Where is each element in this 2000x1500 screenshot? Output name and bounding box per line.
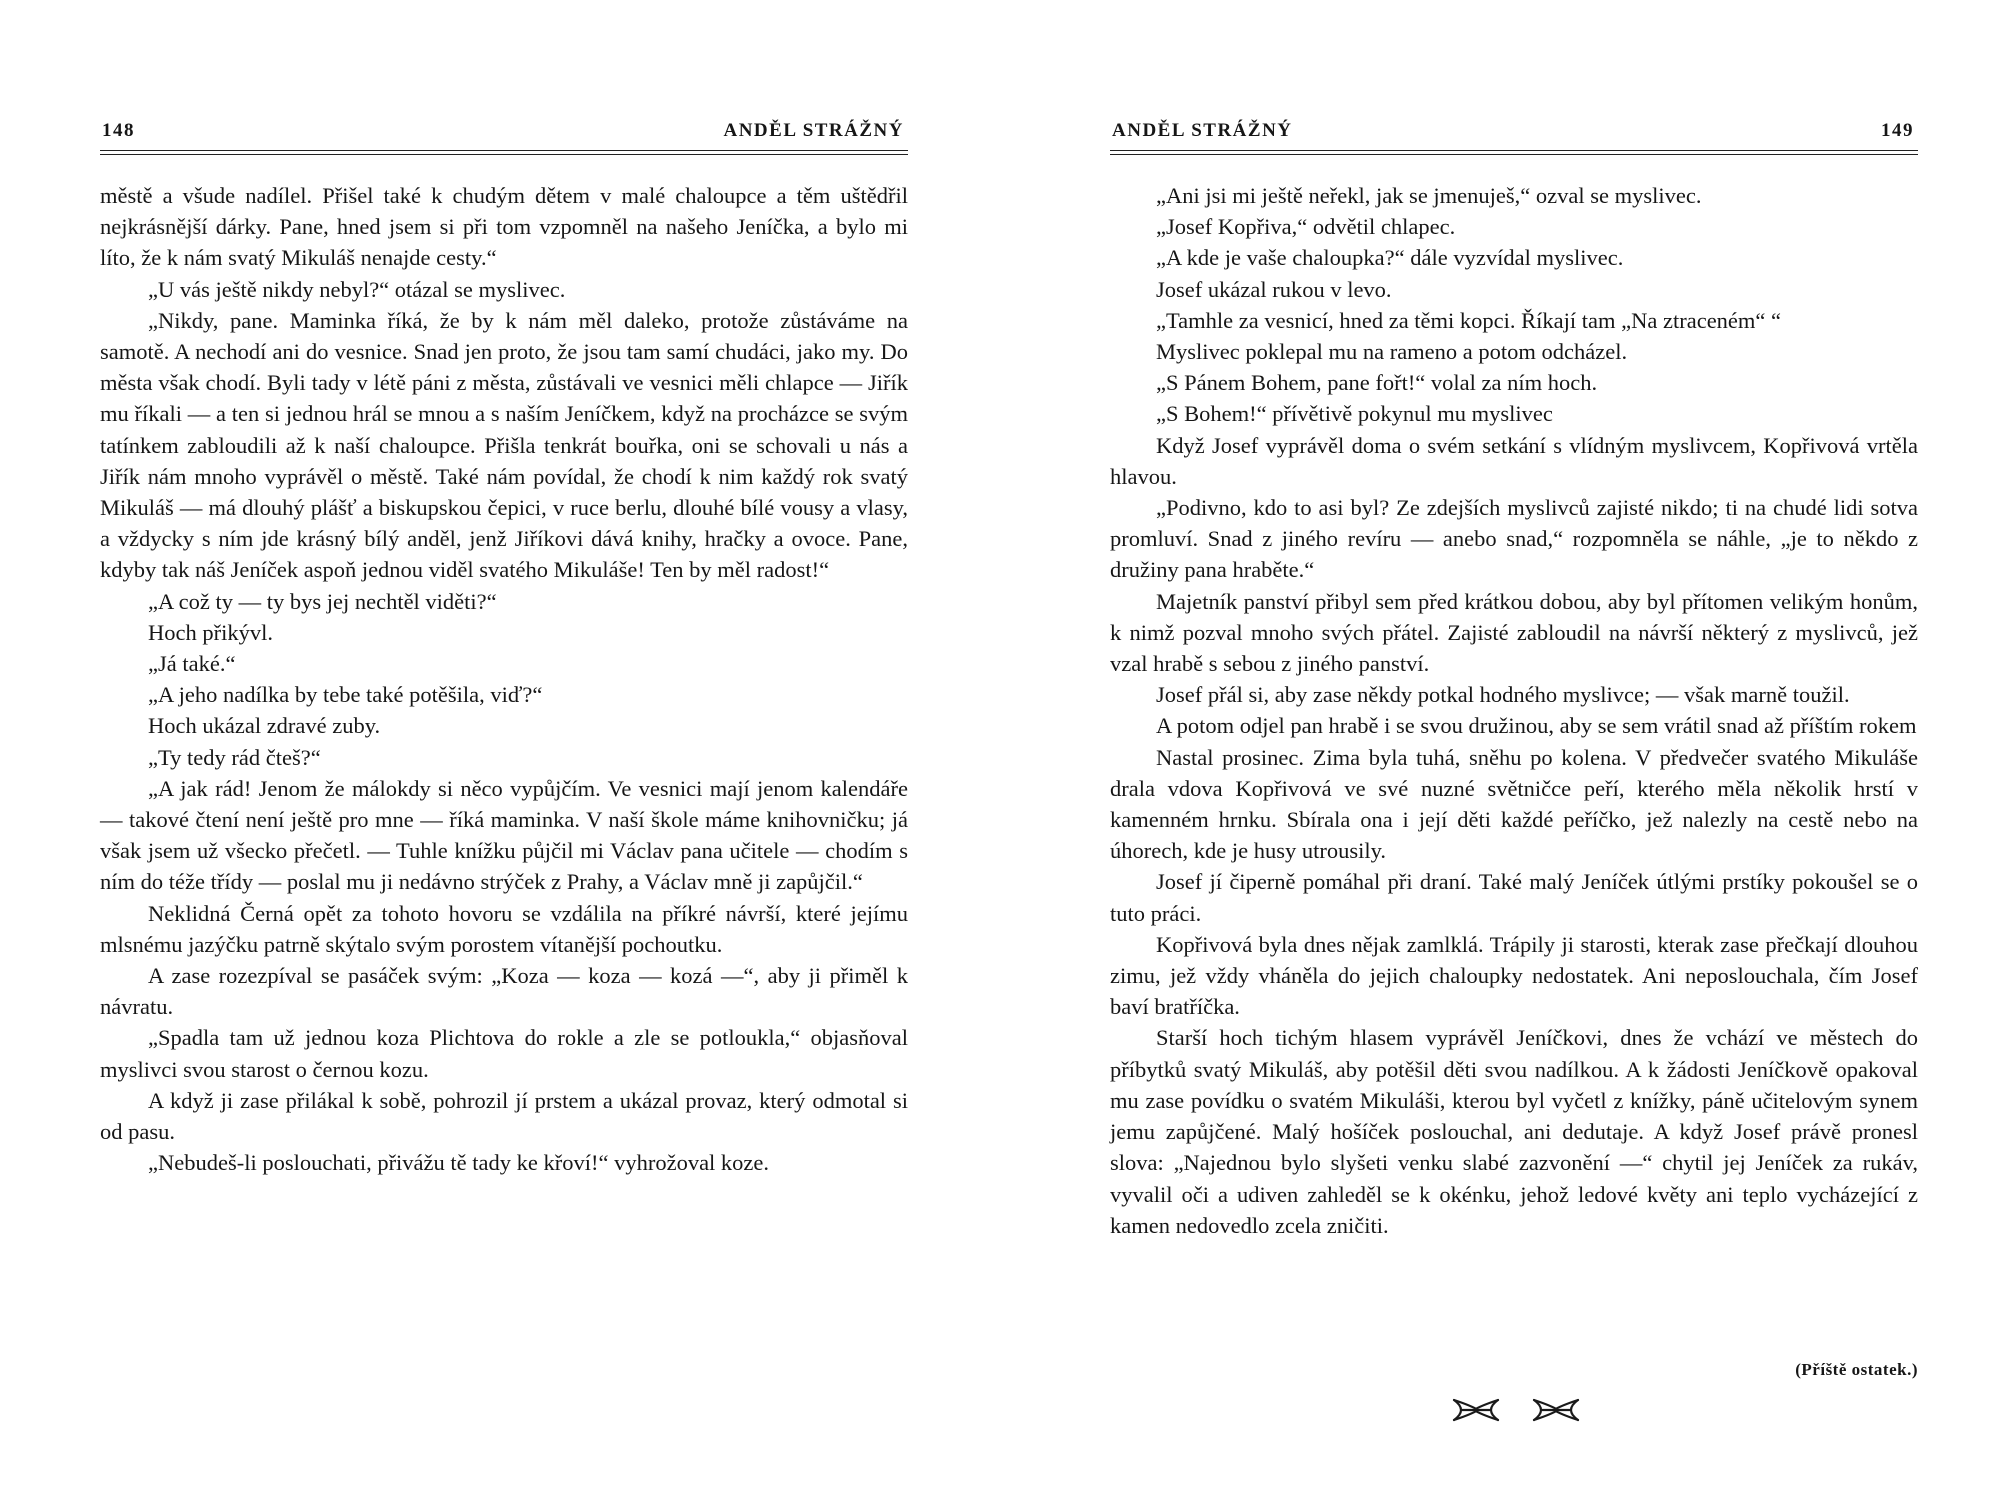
paragraph: „Já také.“ xyxy=(148,651,236,677)
left-header-rule xyxy=(100,150,908,155)
fleuron-icon xyxy=(1534,1400,1578,1420)
right-running-title: ANDĚL STRÁŽNÝ xyxy=(1112,120,1293,141)
paragraph: A když ji zase přilákal k sobě, pohrozil jí prstem a ukázal provaz, který odmotal si od pasu. xyxy=(100,1087,908,1145)
paragraph: „Ty tedy rád čteš?“ xyxy=(148,744,321,770)
paragraph: A zase rozezpíval se pasáček svým: „Koza — koza — kozá —“, aby ji přiměl k návratu. xyxy=(100,963,908,1020)
paragraph: A potom odjel pan hrabě i se svou družinou, aby se sem vrátil snad až příštím rokem xyxy=(1156,713,1917,739)
right-body-text xyxy=(1110,180,1918,1241)
paragraph: Nastal prosinec. Zima byla tuhá, sněhu po kolena. V předvečer svatého Mikuláše drala vdova Kopřivová ve své nuzné světničce peří, kterého měla několik hrstí v kamenném hrnku. Sbírala ona i její děti každé peříčko, jež nalezly na cestě nebo na úhorech, kde je husy utrousily. xyxy=(1110,744,1918,864)
right-page-number: 149 xyxy=(1881,120,1914,141)
continuation-note: (Příště ostatek.) xyxy=(1795,1360,1918,1379)
paragraph: „Josef Kopřiva,“ odvětil chlapec. xyxy=(1156,214,1456,240)
right-page xyxy=(1110,0,1918,1500)
paragraph: „S Bohem!“ přívětivě pokynul mu myslivec xyxy=(1156,401,1553,427)
paragraph: Starší hoch tichým hlasem vyprávěl Jeníčkovi, dnes že vchází ve městech do příbytků svatý Mikuláš, aby potěšil děti svou nadílkou. A k žádosti Jeníčkově opakoval mu zase povídku o svatém Mikuláši, kterou byl vyčetl z knížky, páně učitelovým synem jemu zapůjčené. Malý hošíček poslouchal, ani dedutaje. A když Josef právě pronesl slova: „Najednou bylo slyšeti venku slabé zazvonění —“ chytil jej Jeníček za rukáv, vyvalil oči a udiven zahleděl se k okénku, jehož ledové květy ani teplo vycházející z kamen nedovedlo zcela zničiti. xyxy=(1110,1025,1918,1238)
paragraph: Kopřivová byla dnes nějak zamlklá. Trápily ji starosti, kterak zase přečkají dlouhou zimu, jež vždy vháněla do jejich chaloupky nedostatek. Ani neposlouchala, čím Josef baví bratříčka. xyxy=(1110,931,1918,1020)
left-running-head xyxy=(100,120,908,148)
right-header-rule xyxy=(1110,150,1918,155)
paragraph: Josef jí čiperně pomáhal při draní. Také malý Jeníček útlými prstíky pokoušel se o tuto práci. xyxy=(1110,869,1918,926)
paragraph: „Podivno, kdo to asi byl? Ze zdejších myslivců zajisté nikdo; ti na chudé lidi sotva promluví. Snad z jiného revíru — anebo snad,“ rozpomněla se náhle, „je to někdo z družiny pana hraběte.“ xyxy=(1110,495,1918,583)
paragraph: „Tamhle za vesnicí, hned za těmi kopci. Říkají tam „Na ztraceném“ “ xyxy=(1156,307,1782,333)
paragraph: „Nikdy, pane. Maminka říká, že by k nám měl daleko, protože zůstáváme na samotě. A nechodí ani do vesnice. Snad jen proto, že jsou tam samí chudáci, jako my. Do města však chodí. Byli tady v létě páni z města, zůstávali ve vesnici měli chlapce — Jiřík mu říkali — a ten si jednou hrál se mnou a s naším Jeníčkem, když na procházce se svým tatínkem zabloudili až k naší chaloupce. Přišla tenkrát bouřka, oni se schovali u nás a Jiřík nám mnoho vyprávěl o městě. Také nám povídal, že chodí k nim každý rok svatý Mikuláš — má dlouhý plášť a biskupskou čepici, v ruce berlu, dlouhé bílé vousy a vlasy, a vždycky s ním jde krásný bílý anděl, jenž Jiříkovi dává knihy, hračky a ovoce. Pane, kdyby tak náš Jeníček aspoň jednou viděl svatého Mikuláše! Ten by měl radost!“ xyxy=(100,307,908,583)
left-running-title: ANDĚL STRÁŽNÝ xyxy=(723,120,904,141)
fleuron-icon xyxy=(1454,1400,1498,1420)
paragraph: městě a všude nadílel. Přišel také k chudým dětem v malé chaloupce a těm uštědřil nejkrásnější dárky. Pane, hned jsem si při tom vzpomněl na našeho Jeníčka, a bylo mi líto, že k nám svatý Mikuláš nenajde cesty.“ xyxy=(100,183,908,271)
paragraph: „Spadla tam už jednou koza Plichtova do rokle a zle se potloukla,“ objasňoval myslivci svou starost o černou kozu. xyxy=(100,1025,908,1082)
paragraph: „A jeho nadílka by tebe také potěšila, viď?“ xyxy=(148,682,543,708)
left-page xyxy=(100,0,908,1500)
paragraph: Majetník panství přibyl sem před krátkou dobou, aby byl přítomen velikým honům, k nimž pozval mnoho svých přátel. Zajisté zabloudil na návrší některý z myslivců, jež vzal hrabě s sebou z jiného panství. xyxy=(1110,588,1918,677)
paragraph: „Nebudeš-li poslouchati, přivážu tě tady ke křoví!“ vyhrožoval koze. xyxy=(148,1150,770,1176)
paragraph: „A jak rád! Jenom že málokdy si něco vypůjčím. Ve vesnici mají jenom kalendáře — takové čtení není ještě pro mne — říká maminka. V naší škole máme knihovničku; já však jsem už všecko přečetl. — Tuhle knížku půjčil mi Václav pana učitele — chodím s ním do téže třídy — poslal mu ji nedávno strýček z Prahy, a Václav mně ji zapůjčil.“ xyxy=(100,775,908,895)
paragraph: „S Pánem Bohem, pane fořt!“ volal za ním hoch. xyxy=(1156,370,1598,396)
paragraph: „A kde je vaše chaloupka?“ dále vyzvídal myslivec. xyxy=(1156,245,1624,271)
paragraph: Hoch ukázal zdravé zuby. xyxy=(148,713,381,739)
left-body-text xyxy=(100,180,908,1179)
left-page-number: 148 xyxy=(102,120,135,141)
paragraph: Hoch přikývl. xyxy=(148,619,273,645)
paragraph: „U vás ještě nikdy nebyl?“ otázal se myslivec. xyxy=(148,276,566,302)
paragraph: Myslivec poklepal mu na rameno a potom odcházel. xyxy=(1156,339,1628,365)
paragraph: Josef ukázal rukou v levo. xyxy=(1156,276,1392,302)
paragraph: „A což ty — ty bys jej nechtěl viděti?“ xyxy=(148,588,497,614)
fleuron-ornaments xyxy=(1450,1392,1590,1428)
paragraph: „Ani jsi mi ještě neřekl, jak se jmenuješ,“ ozval se myslivec. xyxy=(1156,183,1702,208)
paragraph: Když Josef vyprávěl doma o svém setkání s vlídným myslivcem, Kopřivová vrtěla hlavou. xyxy=(1110,432,1918,489)
paragraph: Josef přál si, aby zase někdy potkal hodného myslivce; — však marně toužil. xyxy=(1156,682,1850,708)
paragraph: Neklidná Černá opět za tohoto hovoru se vzdálila na příkré návrší, které jejímu mlsnému jazýčku patrně skýtalo svým porostem vítanější pochoutku. xyxy=(100,900,908,957)
right-running-head xyxy=(1110,120,1918,148)
